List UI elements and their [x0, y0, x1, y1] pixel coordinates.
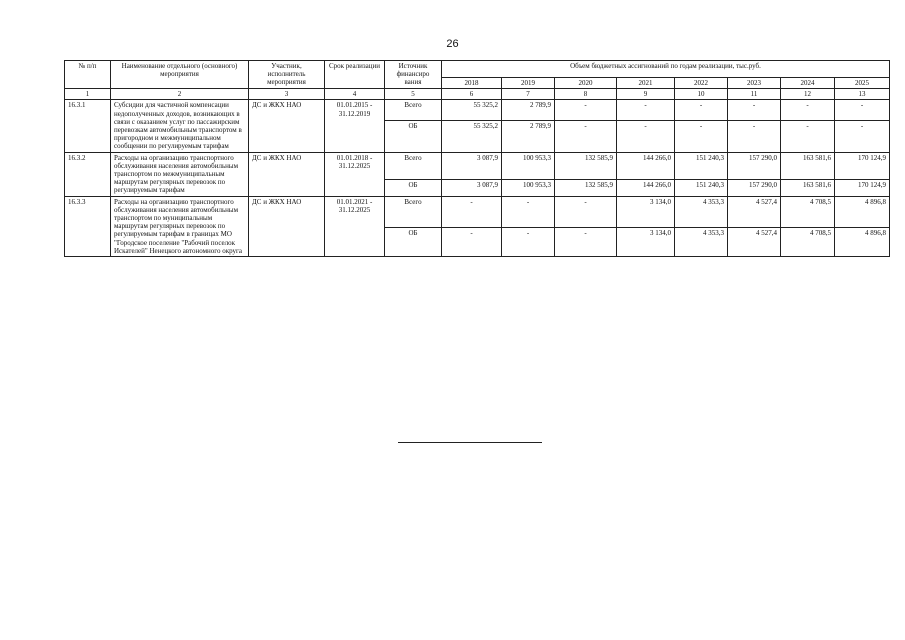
row-value: 100 953,3 — [502, 179, 555, 196]
row-value: - — [555, 196, 617, 227]
row-source: ОБ — [385, 227, 442, 256]
column-number: 5 — [385, 89, 442, 100]
header-source: Источник финансиро вания — [385, 61, 442, 89]
row-value: 4 527,4 — [728, 196, 781, 227]
header-year: 2021 — [617, 78, 675, 89]
row-term: 01.01.2021 - 31.12.2025 — [325, 196, 385, 256]
row-value: - — [502, 227, 555, 256]
row-value: 4 527,4 — [728, 227, 781, 256]
column-number: 13 — [835, 89, 890, 100]
column-number: 7 — [502, 89, 555, 100]
row-value: 4 708,5 — [781, 227, 835, 256]
row-participant: ДС и ЖКХ НАО — [249, 152, 325, 196]
row-value: 132 585,9 — [555, 152, 617, 179]
column-number-row — [65, 89, 890, 100]
header-volume: Объем бюджетных ассигнований по годам реализации, тыс.руб. — [442, 61, 890, 78]
row-value: 4 353,3 — [675, 227, 728, 256]
row-value: 2 789,9 — [502, 100, 555, 121]
row-source: Всего — [385, 152, 442, 179]
row-participant: ДС и ЖКХ НАО — [249, 100, 325, 152]
table-row — [65, 152, 890, 179]
row-value: 55 325,2 — [442, 100, 502, 121]
row-value: 4 353,3 — [675, 196, 728, 227]
row-number: 16.3.3 — [65, 196, 111, 256]
row-value: 163 581,6 — [781, 179, 835, 196]
budget-table — [64, 60, 890, 257]
row-value: - — [617, 100, 675, 121]
row-value: - — [442, 227, 502, 256]
header-name: Наименование отдельного (основного) мероприятия — [111, 61, 249, 89]
row-value: 3 087,9 — [442, 179, 502, 196]
row-value: 4 896,8 — [835, 227, 890, 256]
row-value: 170 124,9 — [835, 152, 890, 179]
row-source: ОБ — [385, 121, 442, 152]
row-value: 157 290,0 — [728, 152, 781, 179]
row-value: - — [555, 100, 617, 121]
column-number: 2 — [111, 89, 249, 100]
row-name: Расходы на организацию транспортного обслуживания населения автомобильным транспортом по межмуниципальным маршрутам регулярных перевозок по регулируемым тарифам — [111, 152, 249, 196]
row-term: 01.01.2015 - 31.12.2019 — [325, 100, 385, 152]
row-value: - — [835, 100, 890, 121]
header-year: 2025 — [835, 78, 890, 89]
row-value: 2 789,9 — [502, 121, 555, 152]
row-value: - — [555, 121, 617, 152]
page-number: 26 — [446, 38, 459, 50]
row-name: Субсидии для частичной компенсации недополученных доходов, возникающих в связи с оказанием услуг по пассажирским перевозкам автомобильным транспортом в пригородном и межмуниципальном сообщении по регулируемым тарифам — [111, 100, 249, 152]
header-participant: Участник, исполнитель мероприятия — [249, 61, 325, 89]
row-value: - — [502, 196, 555, 227]
row-value: - — [728, 100, 781, 121]
row-value: 4 896,8 — [835, 196, 890, 227]
column-number: 11 — [728, 89, 781, 100]
row-number: 16.3.2 — [65, 152, 111, 196]
column-number: 12 — [781, 89, 835, 100]
row-number: 16.3.1 — [65, 100, 111, 152]
header-year: 2022 — [675, 78, 728, 89]
header-term: Срок реализации — [325, 61, 385, 89]
column-number: 10 — [675, 89, 728, 100]
row-value: 144 266,0 — [617, 179, 675, 196]
row-value: - — [555, 227, 617, 256]
row-name: Расходы на организацию транспортного обслуживания населения автомобильным транспортом по муниципальным маршрутам регулярных перевозок по регулируемым тарифам в границах МО "Городское поселение "Рабочий поселок Искателей" Ненецкого автономного округа — [111, 196, 249, 256]
header-no: № п/п — [65, 61, 111, 89]
row-value: 151 240,3 — [675, 179, 728, 196]
row-source: Всего — [385, 100, 442, 121]
row-value: 3 134,0 — [617, 227, 675, 256]
row-value: - — [442, 196, 502, 227]
row-value: 4 708,5 — [781, 196, 835, 227]
row-participant: ДС и ЖКХ НАО — [249, 196, 325, 256]
column-number: 6 — [442, 89, 502, 100]
row-value: - — [617, 121, 675, 152]
table-row — [65, 196, 890, 227]
row-value: 151 240,3 — [675, 152, 728, 179]
row-source: ОБ — [385, 179, 442, 196]
header-year: 2018 — [442, 78, 502, 89]
header-row — [65, 61, 890, 78]
row-value: - — [835, 121, 890, 152]
row-value: 3 134,0 — [617, 196, 675, 227]
row-value: 144 266,0 — [617, 152, 675, 179]
header-year: 2019 — [502, 78, 555, 89]
row-value: 163 581,6 — [781, 152, 835, 179]
row-value: 3 087,9 — [442, 152, 502, 179]
row-value: - — [781, 100, 835, 121]
column-number: 3 — [249, 89, 325, 100]
column-number: 9 — [617, 89, 675, 100]
row-value: 55 325,2 — [442, 121, 502, 152]
header-year: 2020 — [555, 78, 617, 89]
row-value: 132 585,9 — [555, 179, 617, 196]
row-value: 157 290,0 — [728, 179, 781, 196]
column-number: 8 — [555, 89, 617, 100]
row-value: 100 953,3 — [502, 152, 555, 179]
table-row — [65, 100, 890, 121]
header-year: 2024 — [781, 78, 835, 89]
header-year: 2023 — [728, 78, 781, 89]
row-value: - — [675, 100, 728, 121]
footer-divider — [398, 442, 542, 443]
column-number: 4 — [325, 89, 385, 100]
column-number: 1 — [65, 89, 111, 100]
row-term: 01.01.2018 - 31.12.2025 — [325, 152, 385, 196]
row-source: Всего — [385, 196, 442, 227]
row-value: 170 124,9 — [835, 179, 890, 196]
row-value: - — [675, 121, 728, 152]
row-value: - — [728, 121, 781, 152]
row-value: - — [781, 121, 835, 152]
